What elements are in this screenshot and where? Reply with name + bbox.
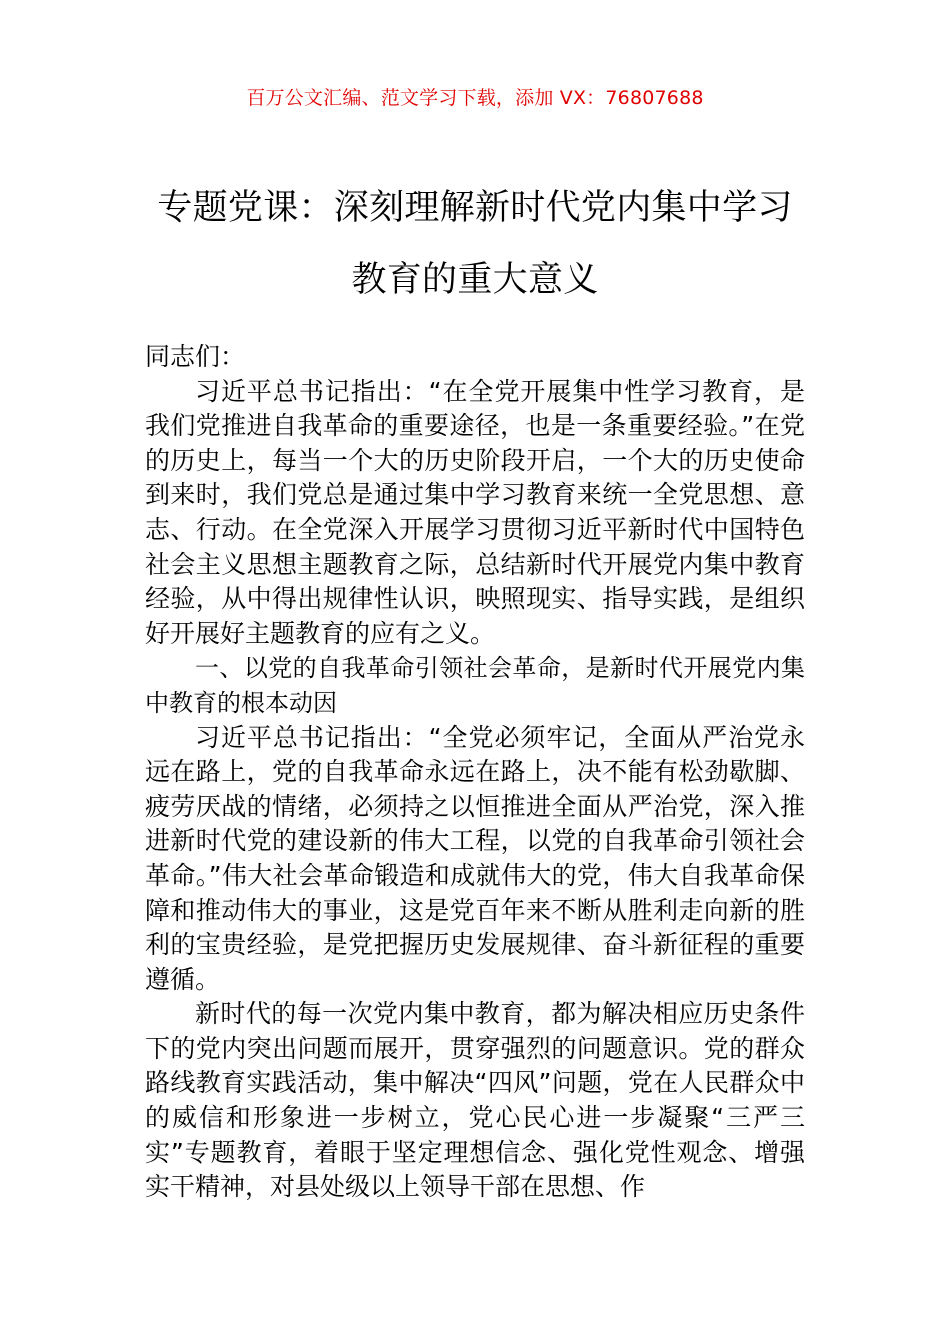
paragraph-intro: 习近平总书记指出：“在全党开展集中性学习教育，是我们党推进自我革命的重要途径，也是一条重要经验。”在党的历史上，每当一个大的历史阶段开启，一个大的历史使命到来时，我们党总是通过集中学习教育来统一全党思想、意志、行动。在全党深入开展学习贯彻习近平新时代中国特色社会主义思想主题教育之际，总结新时代开展党内集中教育经验，从中得出规律性认识，映照现实、指导实践，是组织好开展好主题教育的应有之义。 [145,376,805,648]
salutation: 同志们： [145,342,246,371]
header-banner: 百万公文汇编、范文学习下载，添加 VX：76807688 [246,87,704,109]
document-title [120,172,830,316]
document-title-line-1: 专题党课：深刻理解新时代党内集中学习 [157,188,793,228]
section-heading-1: 一、以党的自我革命引领社会革命，是新时代开展党内集中教育的根本动因 [145,654,805,717]
document-title-line-2: 教育的重大意义 [351,260,599,300]
paragraph-education: 新时代的每一次党内集中教育，都为解决相应历史条件下的党内突出问题而展开，贯穿强烈的问题意识。党的群众路线教育实践活动，集中解决“四风”问题，党在人民群众中的威信和形象进一步树立，党心民心进一步凝聚“三严三实”专题教育，着眼于坚定理想信念、强化党性观念、增强实干精神，对县处级以上领导干部在思想、作 [145,999,805,1202]
paragraph-quote: 习近平总书记指出：“全党必须牢记，全面从严治党永远在路上，党的自我革命永远在路上，决不能有松劲歇脚、疲劳厌战的情绪，必须持之以恒推进全面从严治党，深入推进新时代党的建设新的伟大工程，以党的自我革命引领社会革命。”伟大社会革命锻造和成就伟大的党，伟大自我革命保障和推动伟大的事业，这是党百年来不断从胜利走向新的胜利的宝贵经验，是党把握历史发展规律、奋斗新征程的重要遵循。 [145,722,805,994]
document-body [145,340,805,1205]
